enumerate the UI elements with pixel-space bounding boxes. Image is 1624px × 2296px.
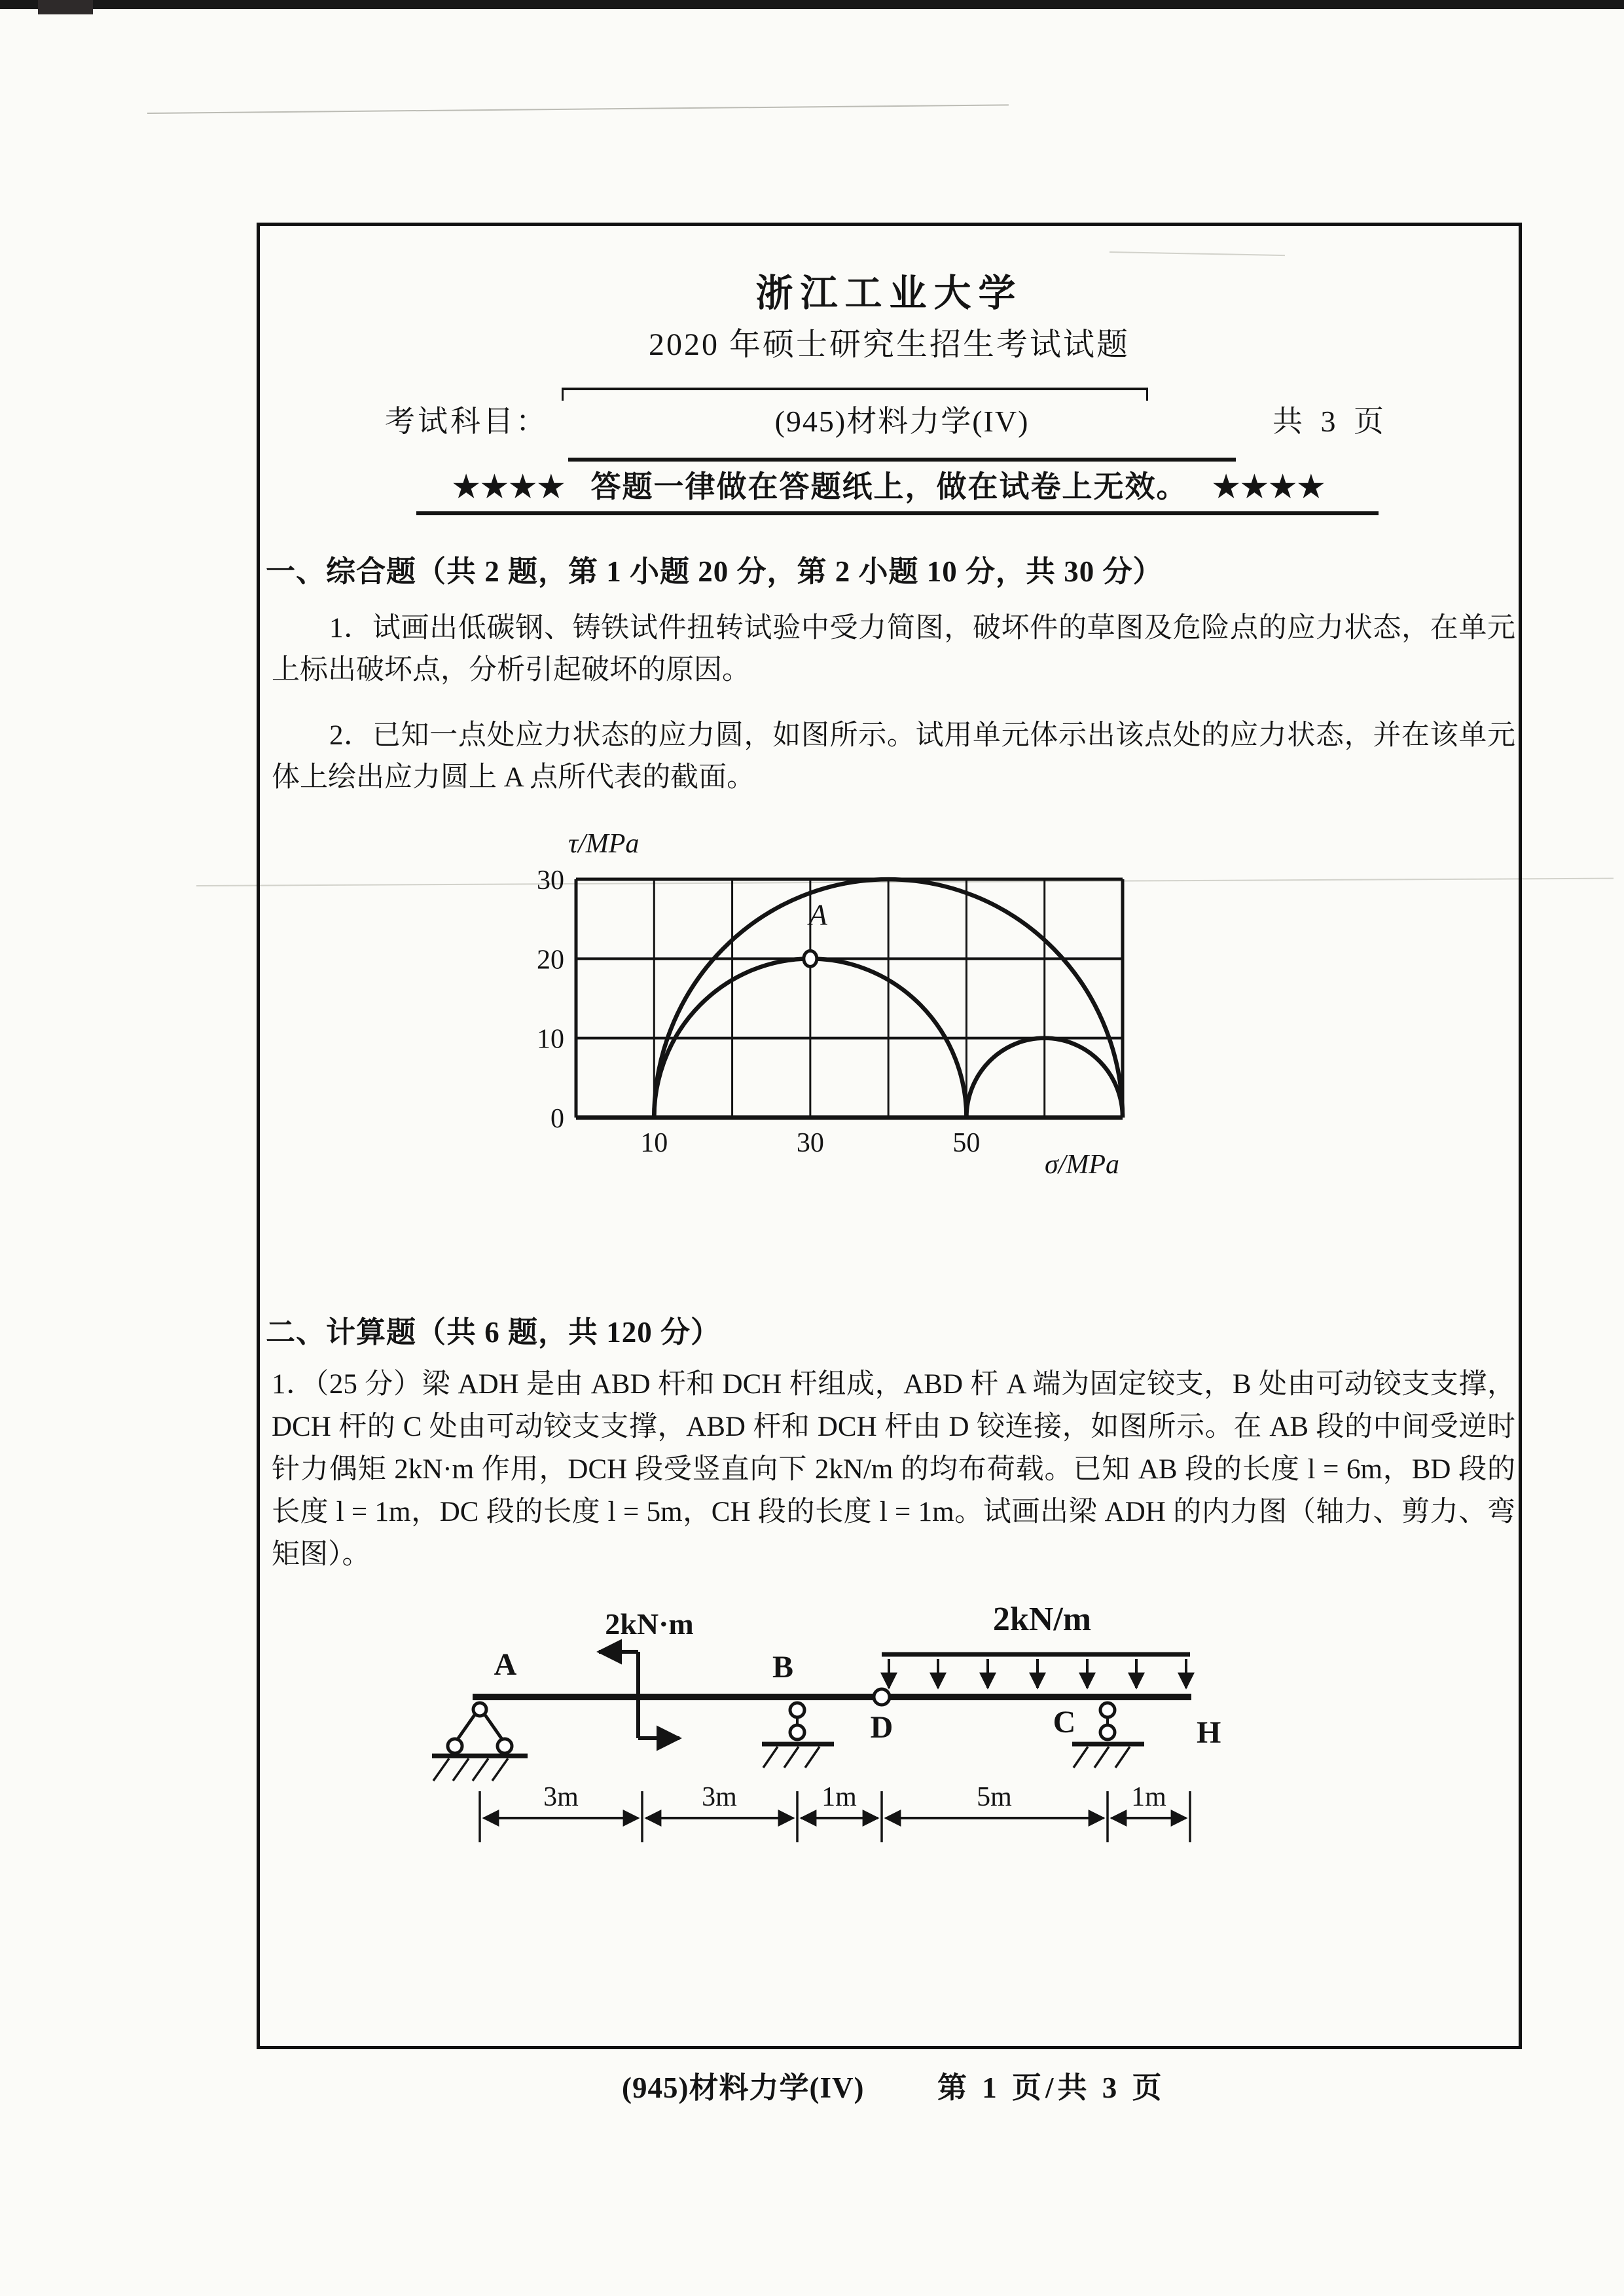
dimension-label-1: 3m	[543, 1782, 579, 1812]
stars-left-icon: ★★★★	[452, 470, 566, 503]
footer-page-info: 第 1 页/共 3 页	[937, 2071, 1166, 2104]
section1-question2: 2．已知一点处应力状态的应力圆，如图所示。试用单元体示出该点处的应力状态，并在该单元体上绘出应力圆上 A 点所代表的截面。	[272, 720, 1515, 793]
section2-heading: 二、计算题（共 6 题，共 120 分）	[266, 1316, 721, 1349]
page-count: 共 3 页	[1272, 405, 1389, 438]
distributed-load-icon	[882, 1654, 1190, 1688]
dimension-label-5: 1m	[1131, 1782, 1166, 1812]
subject-label: 考试科目：	[385, 405, 549, 438]
notice-row	[257, 463, 1522, 506]
pin-support-icon	[432, 1703, 528, 1781]
notice-underline	[416, 511, 1379, 515]
x-axis-tick-label: 30	[796, 1128, 824, 1158]
footer-subject: (945)材料力学(IV)	[622, 2071, 865, 2104]
exam-title: 2020 年硕士研究生招生考试试题	[648, 327, 1130, 362]
subject-underline	[568, 458, 1236, 462]
load-value-label: 2kN/m	[992, 1601, 1092, 1638]
point-A-label: A	[808, 898, 827, 932]
moment-value-label: 2kN·m	[605, 1607, 694, 1641]
roller-support-icon-C	[1072, 1703, 1144, 1768]
paper-crease-line	[147, 104, 1009, 114]
y-axis-tick-label: 0	[550, 1104, 564, 1134]
x-axis-tick-label: 50	[952, 1128, 981, 1158]
roller-support-icon-B	[762, 1703, 834, 1768]
point-A-marker	[804, 951, 817, 966]
node-label-C: C	[1053, 1705, 1076, 1740]
node-label-H: H	[1197, 1715, 1221, 1750]
y-axis-label: τ/MPa	[568, 829, 640, 859]
dimension-label-4: 5m	[977, 1782, 1012, 1812]
node-label-B: B	[772, 1650, 794, 1685]
node-label-A: A	[494, 1647, 517, 1682]
y-axis-tick-label: 30	[537, 866, 564, 896]
university-title: 浙江工业大学	[755, 273, 1023, 314]
beam-diagram	[419, 1591, 1270, 1866]
section1-question1: 1．试画出低碳钢、铸铁试件扭转试验中受力简图，破坏件的草图及危险点的应力状态，在单元上标出破坏点，分析引起破坏的原因。	[272, 613, 1515, 685]
y-axis-tick-label: 20	[537, 945, 564, 975]
scan-edge-bar	[0, 0, 1624, 9]
hinge-icon	[874, 1689, 890, 1705]
y-axis-tick-label: 10	[537, 1024, 564, 1055]
stars-right-icon: ★★★★	[1212, 470, 1326, 503]
notice-text: 答题一律做在答题纸上，做在试卷上无效。	[590, 470, 1188, 503]
scan-corner-mark	[38, 0, 93, 14]
x-axis-label: σ/MPa	[1045, 1150, 1120, 1180]
dimension-label-3: 1m	[821, 1782, 857, 1812]
mohr-circle-diagram	[491, 805, 1198, 1198]
section1-heading: 一、综合题（共 2 题，第 1 小题 20 分，第 2 小题 10 分，共 30 分）	[266, 555, 1163, 588]
subject-value: (945)材料力学(IV)	[774, 405, 1030, 438]
dimension-label-2: 3m	[702, 1782, 737, 1812]
x-axis-tick-label: 10	[640, 1128, 668, 1158]
node-label-D: D	[870, 1710, 893, 1745]
section2-question1: 1．（25 分）梁 ADH 是由 ABD 杆和 DCH 杆组成，ABD 杆 A 端为固定铰支，B 处由可动铰支支撑，DCH 杆的 C 处由可动铰支支撑，ABD 杆和 DCH 杆由 D 铰连接，如图所示。在 AB 段的中间受逆时针力偶矩 2kN·m 作用，DCH 段受竖直向下 2kN/m 的均布荷载。已知 AB 段的长度 l = 6m，BD 段的长度 l = 1m，DC 段的长度 l = 5m，CH 段的长度 l = 1m。试画出梁 ADH 的内力图（轴力、剪力、弯矩图）。	[272, 1369, 1515, 1570]
